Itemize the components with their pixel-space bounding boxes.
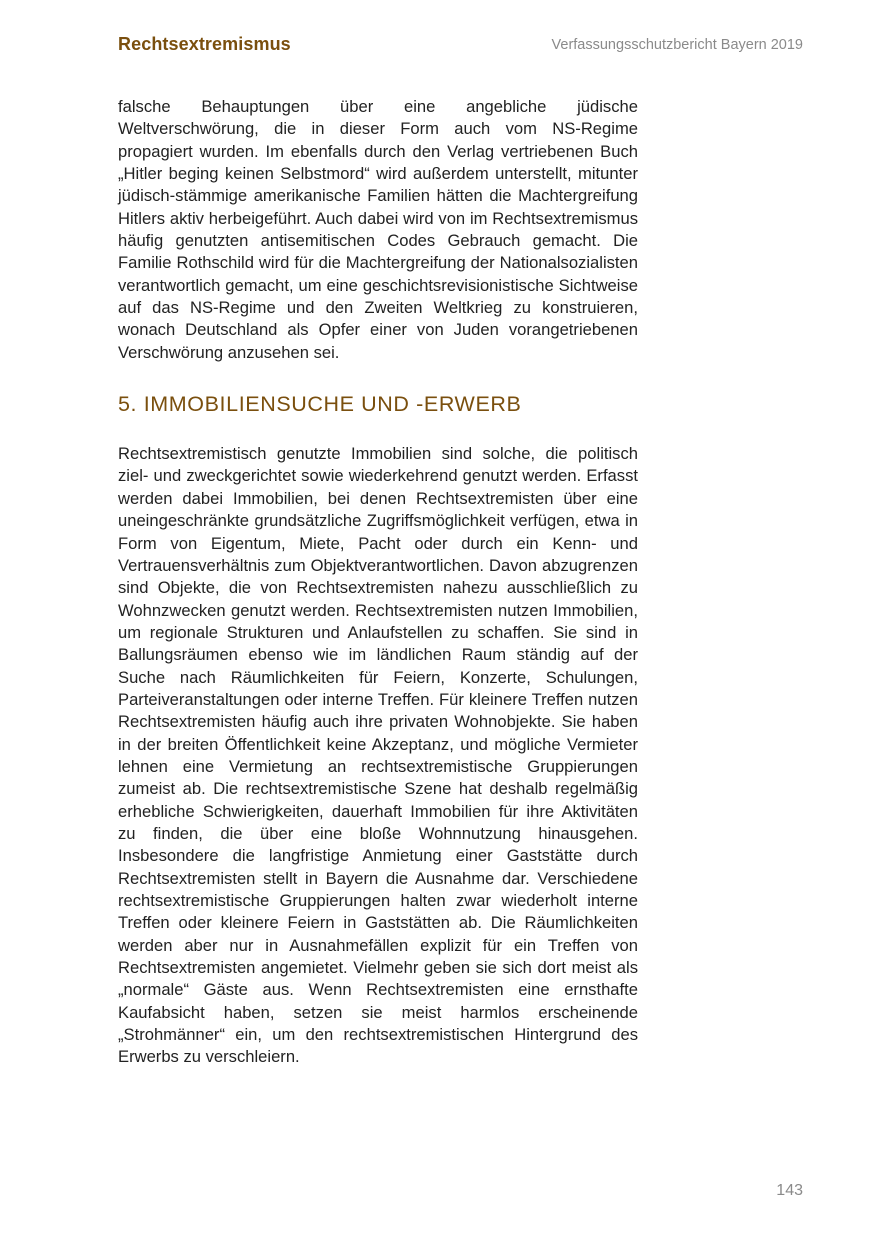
body-paragraph: falsche Behauptungen über eine angebliche jüdische Weltverschwörung, die in dieser Form auch vom NS-Regime propagiert wurden. Im ebenfalls durch den Verlag vertriebenen Buch „Hitler beging keinen Selbstmord“ wird außerdem unterstellt, mitunter jüdisch-stämmige amerikanische Familien hätten die Machtergreifung Hitlers aktiv herbeigeführt. Auch dabei wird von im Rechtsextremismus häufig genutzten antisemitischen Codes Gebrauch gemacht. Die Familie Rothschild wird für die Machtergreifung der Nationalsozialisten verantwortlich gemacht, um eine geschichtsrevisionistische Sichtweise auf das NS-Regime und den Zweiten Weltkrieg zu konstruieren, wonach Deutschland als Opfer einer von Juden vorangetriebenen Verschwörung anzusehen sei. (118, 97, 638, 362)
body-paragraph: Rechtsextremistisch genutzte Immobilien sind solche, die politisch ziel- und zweckgerichtet sowie wiederkehrend genutzt werden. Erfasst werden dabei Immobilien, bei denen Rechtsextremisten über eine uneingeschränkte grundsätzliche Zugriffsmöglichkeit verfügen, etwa in Form von Eigentum, Miete, Pacht oder durch ein Kenn- und Vertrauensverhältnis zum Objektverantwortlichen. Davon abzugrenzen sind Objekte, die von Rechtsextremisten nahezu ausschließlich zu Wohnzwecken genutzt werden. Rechtsextremisten nutzen Immobilien, um regionale Strukturen und Anlaufstellen zu schaffen. Sie sind in Ballungsräumen ebenso wie im ländlichen Raum ständig auf der Suche nach Räumlichkeiten für Feiern, Konzerte, Schulungen, Parteiveranstaltungen oder interne Treffen. Für kleinere Treffen nutzen Rechtsextremisten häufig auch ihre privaten Wohnobjekte. Sie haben in der breiten Öffentlichkeit keine Akzeptanz, und mögliche Vermieter lehnen eine Vermietung an rechtsextremistische Gruppierungen zumeist ab. Die rechtsextremistische Szene hat deshalb regelmäßig erhebliche Schwierigkeiten, dauerhaft Immobilien für ihre Aktivitäten zu finden, die über eine bloße Wohnnutzung hinausgehen. Insbesondere die langfristige Anmietung einer Gaststätte durch Rechtsextremisten stellt in Bayern die Ausnahme dar. Verschiedene rechtsextremistische Gruppierungen halten zwar wiederholt interne Treffen oder kleinere Feiern in Gaststätten ab. Die Räumlichkeiten werden aber nur in Ausnahmefällen explizit für ein Treffen von Rechtsextremisten angemietet. Vielmehr geben sie sich dort meist als „normale“ Gäste aus. Wenn Rechtsextremisten eine ernsthafte Kaufabsicht haben, setzen sie meist harmlos erscheinende „Strohmänner“ ein, um den rechtsextremistischen Hintergrund des Erwerbs zu verschleiern. (118, 444, 638, 1067)
running-head-section: Rechtsextremismus (118, 34, 291, 54)
running-head-publication: Verfassungsschutzbericht Bayern 2019 (551, 37, 803, 53)
section-heading: 5. IMMOBILIENSUCHE UND -ERWERB (118, 392, 522, 417)
page-number: 143 (776, 1182, 803, 1199)
page-content (118, 96, 638, 1069)
